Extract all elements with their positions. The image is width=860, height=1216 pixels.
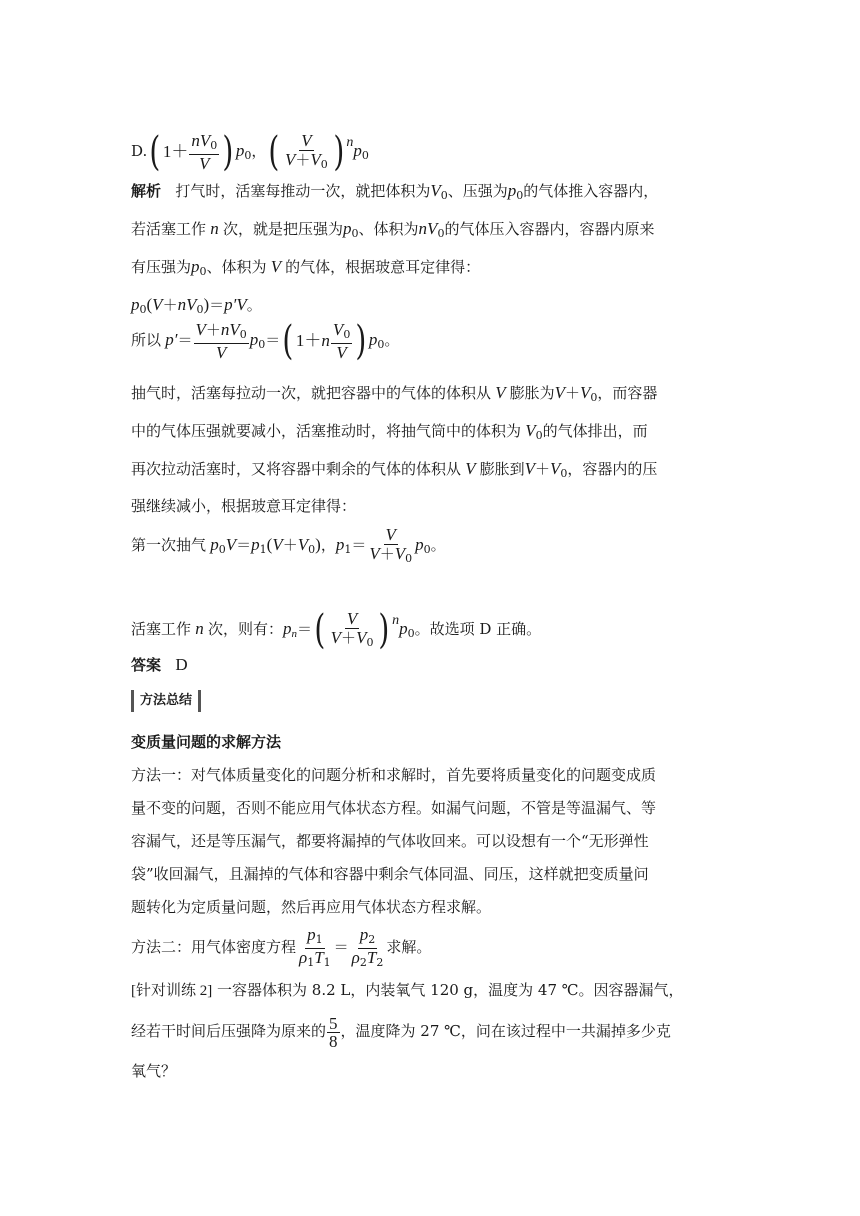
equation-first: 第一次抽气 $p_0V=p_1(V+V_0)$，$p_1=$ $\frac{V}{V+V_0}$ $p_0$。 (131, 524, 446, 565)
method-two: 方法二：用气体密度方程 $\frac{p_1}{\rho_1T_1}$ ＝ $\frac{p_2}{\rho_2T_2}$ 求解。 (131, 924, 432, 969)
summary-tag: 方法总结 (131, 690, 201, 712)
formula-d1: ( 1＋ $\frac{nV_0}{V}$ ) (149, 129, 234, 175)
training-problem: [针对训练 2] 一容器体积为 8.2 L，内装氧气 120 g，温度为 47 ℃。因容器漏气， 经若干时间后压强降为原来的 $\frac{5}{8}$ ，温度降为 27 ℃，问在该过程中一共漏掉多少克 氧气？ (131, 981, 684, 1080)
equation-boyle: $p_0(V+nV_0)=p'V$。 (131, 295, 262, 316)
fraction-five-eighths: $\frac{5}{8}$ (329, 1013, 338, 1051)
option-d: D. ( 1＋ $\frac{nV_0}{V}$ ) $p_0$， ( $\frac{V}{V+V_0}$ ) $^np_0$ (131, 129, 369, 175)
choqi-paragraph: 抽气时，活塞每拉动一次，就把容器中的气体的体积从 V 膨胀为$V+V_0$，而容器 中的气体压强就要减小，活塞推动时，将抽气筒中的体积为 $V_0$的气体排出，而 再次拉动活塞时，又将容器中剩余的气体的体积从 V 膨胀到$V+V_0$，容器内的压 强继续减小，根据玻意耳定律得： (131, 383, 658, 515)
equation-suoyi: 所以 p′＝ $\frac{V+nV_0}{V}$ $p_0=$ ( 1＋ n $\frac{V_0}{V}$ ) $p_0$。 (131, 318, 400, 364)
analysis-paragraph: 解析 打气时，活塞每推动一次，就把体积为$V_0$、压强为$p_0$的气体推入容器内， 若活塞工作 n 次，就是把压强为$p_0$、体积为$nV_0$的气体压入容器内，容器内原来 有压强为$p_0$、体积为 V 的气体，根据玻意耳定律得： $p_0(V+nV_0)=p'V$。 (131, 181, 659, 316)
equation-work: 活塞工作 n 次，则有：$p_n=$ ( $\frac{V}{V+V_0}$ ) $^np_0$。故选项 D 正确。 (131, 607, 542, 653)
answer: 答案 D (131, 655, 188, 674)
formula-d2: ( $\frac{V}{V+V_0}$ ) (268, 129, 345, 175)
summary-title: 变质量问题的求解方法 (131, 733, 282, 751)
summary-section: 变质量问题的求解方法 方法一：对气体质量变化的问题分析和求解时，首先要将质量变化的问题变成质 量不变的问题，否则不能应用气体状态方程。如漏气问题，不管是等温漏气、等 容漏气，还是等压漏气，都要将漏掉的气体收回来。可以设想有一个“无形弹性 袋”收回漏气，且漏掉的气体和容器中剩余气体同温、同压，这样就把变质量问 题转化为定质量问题，然后再应用气体状态方程求解。 (131, 733, 657, 916)
